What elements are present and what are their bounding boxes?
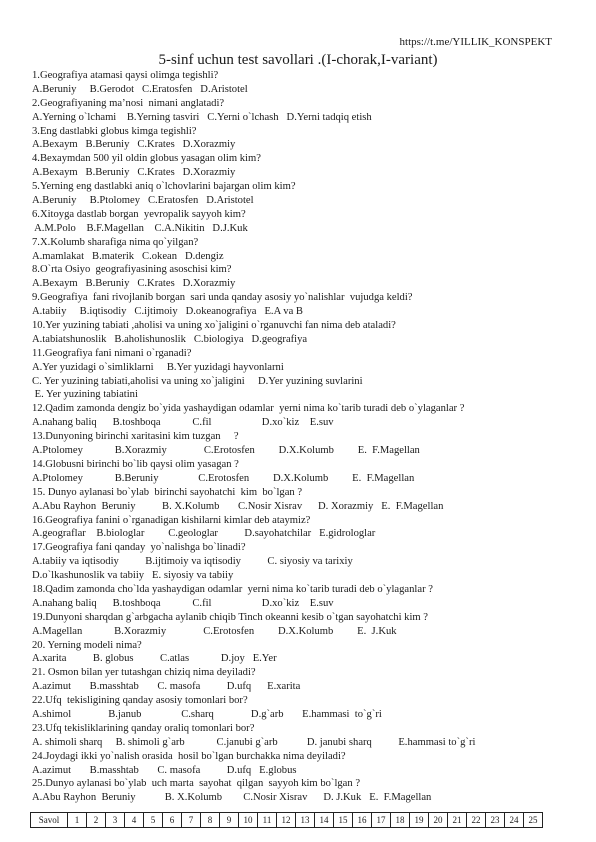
- answer-options: A.Bexaym B.Beruniy C.Krates D.Xorazmiy: [32, 139, 236, 151]
- answer-cell-15: 15: [334, 813, 353, 828]
- answer-cell-5: 5: [144, 813, 163, 828]
- question-text: 17.Geografiya fani qanday yo`nalishga bo`linadi?: [32, 542, 246, 554]
- question-list: [32, 69, 587, 805]
- question-text: 24.Joydagi ikki yo`nalish orasida hosil bo`lgan burchakka nima deyiladi?: [32, 750, 346, 762]
- answer-cell-19: 19: [410, 813, 429, 828]
- answer-options: E. Yer yuzining tabiatini: [32, 389, 138, 401]
- channel-link[interactable]: https://t.me/YILLIK_KONSPEKT: [399, 36, 552, 48]
- answer-grid-label: Savol: [31, 813, 68, 828]
- question-text: 16.Geografiya fanini o`rganadigan kishilarni kimlar deb ataymiz?: [32, 514, 311, 526]
- answer-cell-13: 13: [296, 813, 315, 828]
- answer-cell-12: 12: [277, 813, 296, 828]
- answer-options: A.Abu Rayhon Beruniy B. X.Kolumb C.Nosir Xisrav D. J.Kuk E. F.Magellan: [32, 792, 432, 804]
- answer-cell-2: 2: [87, 813, 106, 828]
- answer-options: A.Magellan B.Xorazmiy C.Erotosfen D.X.Kolumb E. J.Kuk: [32, 625, 397, 637]
- question-text: 20. Yerning modeli nima?: [32, 639, 142, 651]
- answer-options: A.nahang baliq B.toshboqa C.fil D.xo`kiz E.suv: [32, 597, 334, 609]
- answer-options: A.Bexaym B.Beruniy C.Krates D.Xorazmiy: [32, 278, 236, 290]
- question-text: 14.Globusni birinchi bo`lib qaysi olim yasagan ?: [32, 458, 239, 470]
- answer-grid: [30, 812, 543, 828]
- question-text: 21. Osmon bilan yer tutashgan chiziq nima deyiladi?: [32, 667, 256, 679]
- question-text: 23.Ufq tekisliklarining qanday oraliq tomonlari bor?: [32, 722, 255, 734]
- answer-options: A.tabiiy B.iqtisodiy C.ijtimoiy D.okeanografiya E.A va B: [32, 306, 303, 318]
- question-text: 25.Dunyo aylanasi bo`ylab uch marta sayohat qilgan sayyoh kim bo`lgan ?: [32, 778, 361, 790]
- question-text: 4.Bexaymdan 500 yil oldin globus yasagan olim kim?: [32, 153, 261, 165]
- answer-options: A.Beruniy B.Ptolomey C.Eratosfen D.Aristotel: [32, 195, 254, 207]
- answer-options: A.Beruniy B.Gerodot C.Eratosfen D.Aristotel: [32, 83, 248, 95]
- question-text: 3.Eng dastlabki globus kimga tegishli?: [32, 125, 197, 137]
- page-title: 5-sinf uchun test savollari .(I-chorak,I-variant): [158, 52, 438, 68]
- answer-cell-11: 11: [258, 813, 277, 828]
- answer-cell-20: 20: [429, 813, 448, 828]
- answer-options: D.o`lkashunoslik va tabiiy E. siyosiy va tabiiy: [32, 570, 234, 582]
- question-text: 18.Qadim zamonda cho`lda yashaydigan odamlar yerni nima ko`tarib turadi deb o`ylaganlar ?: [32, 583, 433, 595]
- answer-options: A.Ptolomey B.Xorazmiy C.Erotosfen D.X.Kolumb E. F.Magellan: [32, 445, 420, 457]
- answer-cell-16: 16: [353, 813, 372, 828]
- question-text: 6.Xitoyga dastlab borgan yevropalik sayyoh kim?: [32, 208, 246, 220]
- answer-cell-22: 22: [467, 813, 486, 828]
- answer-cell-1: 1: [68, 813, 87, 828]
- question-text: 13.Dunyoning birinchi xaritasini kim tuzgan ?: [32, 431, 239, 443]
- answer-options: A.azimut B.masshtab C. masofa D.ufq E.xarita: [32, 681, 301, 693]
- answer-cell-4: 4: [125, 813, 144, 828]
- answer-cell-25: 25: [524, 813, 543, 828]
- answer-options: C. Yer yuzining tabiati,aholisi va uning xo`jaligini D.Yer yuzining suvlarini: [32, 375, 363, 387]
- answer-options: A.Yerning o`lchami B.Yerning tasviri C.Yerni o`lchash D.Yerni tadqiq etish: [32, 111, 372, 123]
- answer-options: A.azimut B.masshtab C. masofa D.ufq E.globus: [32, 764, 297, 776]
- question-text: 1.Geografiya atamasi qaysi olimga tegishli?: [32, 70, 219, 81]
- answer-cell-9: 9: [220, 813, 239, 828]
- answer-cell-10: 10: [239, 813, 258, 828]
- answer-options: A.Abu Rayhon Beruniy B. X.Kolumb C.Nosir Xisrav D. Xorazmiy E. F.Magellan: [32, 500, 444, 512]
- answer-options: A.Yer yuzidagi o`simliklarni B.Yer yuzidagi hayvonlarni: [32, 361, 284, 373]
- answer-options: A.Bexaym B.Beruniy C.Krates D.Xorazmiy: [32, 167, 236, 179]
- answer-options: A.mamlakat B.materik C.okean D.dengiz: [32, 250, 224, 262]
- answer-options: A. shimoli sharq B. shimoli g`arb C.janubi g`arb D. janubi sharq E.hammasi to`g`ri: [32, 736, 476, 748]
- question-text: 7.X.Kolumb sharafiga nima qo`yilgan?: [32, 236, 199, 248]
- answer-grid-row: [31, 813, 543, 828]
- answer-cell-23: 23: [486, 813, 505, 828]
- answer-cell-6: 6: [163, 813, 182, 828]
- answer-options: A.tabiatshunoslik B.aholishunoslik C.biologiya D.geografiya: [32, 333, 308, 345]
- question-text: 9.Geografiya fani rivojlanib borgan sari unda qanday asosiy yo`nalishlar vujudga keldi?: [32, 292, 413, 304]
- question-text: 22.Ufq tekisligining qanday asosiy tomonlari bor?: [32, 695, 248, 707]
- answer-cell-17: 17: [372, 813, 391, 828]
- answer-options: A.shimol B.janub C.sharq D.g`arb E.hammasi to`g`ri: [32, 708, 382, 720]
- answer-cell-21: 21: [448, 813, 467, 828]
- question-text: 5.Yerning eng dastlabki aniq o`lchovlarini bajargan olim kim?: [32, 181, 296, 193]
- answer-cell-14: 14: [315, 813, 334, 828]
- answer-cell-24: 24: [505, 813, 524, 828]
- answer-options: A.Ptolomey B.Beruniy C.Erotosfen D.X.Kolumb E. F.Magellan: [32, 472, 415, 484]
- question-text: 8.O`rta Osiyo geografiyasining asoschisi kim?: [32, 264, 232, 276]
- answer-options: A.xarita B. globus C.atlas D.joy E.Yer: [32, 653, 277, 665]
- answer-cell-7: 7: [182, 813, 201, 828]
- answer-cell-3: 3: [106, 813, 125, 828]
- question-text: 19.Dunyoni sharqdan g`arbgacha aylanib chiqib Tinch okeanni kesib o`tgan sayohatchi kim ?: [32, 611, 428, 623]
- answer-cell-8: 8: [201, 813, 220, 828]
- question-text: 15. Dunyo aylanasi bo`ylab birinchi sayohatchi kim bo`lgan ?: [32, 486, 303, 498]
- answer-options: A.M.Polo B.F.Magellan C.A.Nikitin D.J.Kuk: [32, 222, 248, 234]
- answer-options: A.tabiiy va iqtisodiy B.ijtimoiy va iqtisodiy C. siyosiy va tarixiy: [32, 556, 353, 568]
- question-text: 2.Geografiyaning ma’nosi nimani anglatadi?: [32, 97, 225, 109]
- question-text: 11.Geografiya fani nimani o`rganadi?: [32, 347, 192, 359]
- answer-cell-18: 18: [391, 813, 410, 828]
- question-text: 12.Qadim zamonda dengiz bo`yida yashaydigan odamlar yerni nima ko`tarib turadi deb o`ylaganlar ?: [32, 403, 465, 415]
- question-text: 10.Yer yuzining tabiati ,aholisi va uning xo`jaligini o`rganuvchi fan nima deb ataladi?: [32, 320, 396, 332]
- answer-options: A.nahang baliq B.toshboqa C.fil D.xo`kiz E.suv: [32, 417, 334, 429]
- answer-options: A.geograflar B.biologlar C.geologlar D.sayohatchilar E.gidrologlar: [32, 528, 376, 540]
